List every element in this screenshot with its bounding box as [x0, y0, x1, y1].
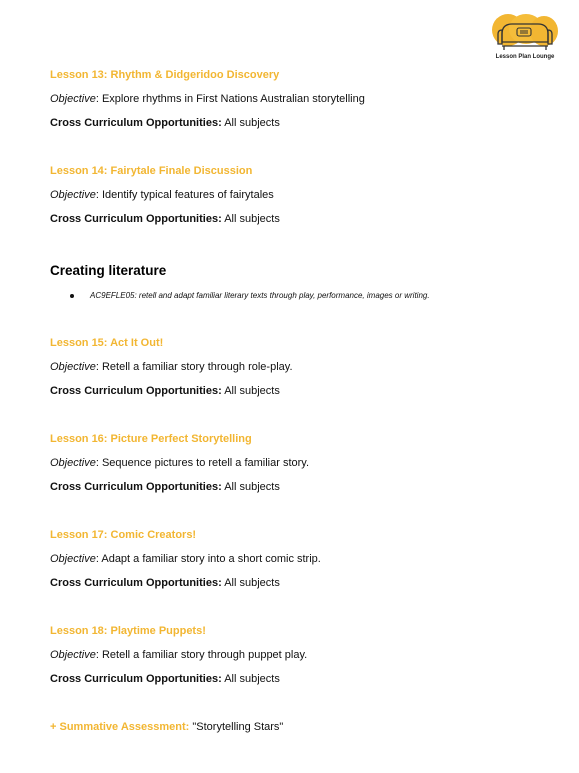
lesson-17-cross-curriculum	[50, 576, 280, 590]
lesson-14-cross-curriculum	[50, 212, 280, 226]
objective-label: Objective	[50, 189, 96, 201]
objective-label: Objective	[50, 553, 96, 565]
lesson-16-title: Lesson 16: Picture Perfect Storytelling	[50, 433, 252, 445]
assessment-label: + Summative Assessment	[50, 721, 186, 733]
lesson-16-cross-curriculum	[50, 480, 280, 494]
lesson-17-objective	[50, 552, 321, 566]
cross-curriculum-value: All subjects	[221, 481, 280, 493]
lesson-15-title: Lesson 15: Act It Out!	[50, 337, 164, 349]
section-heading: Creating literature	[50, 263, 167, 278]
objective-text: : Adapt a familiar story into a short comic strip.	[95, 553, 321, 565]
bullet-dot	[70, 294, 74, 298]
objective-label: Objective	[50, 93, 96, 105]
lesson-13-cross-curriculum	[50, 116, 280, 130]
assessment-separator: :	[185, 721, 193, 733]
cross-curriculum-label: Cross Curriculum Opportunities:	[50, 213, 222, 225]
objective-text: : Explore rhythms in First Nations Australian storytelling	[95, 93, 365, 105]
cross-curriculum-value: All subjects	[221, 385, 280, 397]
cross-curriculum-label: Cross Curriculum Opportunities:	[50, 481, 222, 493]
cross-curriculum-label: Cross Curriculum Opportunities:	[50, 117, 222, 129]
objective-label: Objective	[50, 457, 96, 469]
cross-curriculum-value: All subjects	[221, 213, 280, 225]
cross-curriculum-value: All subjects	[221, 117, 280, 129]
lesson-14-objective	[50, 188, 274, 202]
cross-curriculum-label: Cross Curriculum Opportunities:	[50, 385, 222, 397]
cross-curriculum-label: Cross Curriculum Opportunities:	[50, 577, 222, 589]
bullet-text: AC9EFLE05: retell and adapt familiar literary texts through play, performance, images or writing.	[90, 291, 430, 300]
objective-label: Objective	[50, 361, 96, 373]
lesson-18-title: Lesson 18: Playtime Puppets!	[50, 625, 206, 637]
lesson-13-title: Lesson 13: Rhythm & Didgeridoo Discovery	[50, 69, 280, 81]
lesson-plan-lounge-logo	[490, 12, 560, 67]
logo-text: Lesson Plan Lounge	[495, 54, 555, 60]
objective-text: : Retell a familiar story through role-play.	[95, 361, 293, 373]
lesson-18-cross-curriculum	[50, 672, 280, 686]
objective-label: Objective	[50, 649, 96, 661]
assessment-value: "Storytelling Stars"	[192, 721, 284, 733]
objective-text: : Retell a familiar story through puppet play.	[95, 649, 308, 661]
lesson-17-title: Lesson 17: Comic Creators!	[50, 529, 197, 541]
lesson-16-objective	[50, 456, 309, 470]
lesson-14-title: Lesson 14: Fairytale Finale Discussion	[50, 165, 253, 177]
lesson-18-objective	[50, 648, 307, 662]
cross-curriculum-value: All subjects	[221, 673, 280, 685]
cross-curriculum-label: Cross Curriculum Opportunities:	[50, 673, 222, 685]
lesson-15-cross-curriculum	[50, 384, 280, 398]
cross-curriculum-value: All subjects	[221, 577, 280, 589]
objective-text: : Identify typical features of fairytales	[95, 189, 274, 201]
couch-icon	[490, 12, 560, 52]
lesson-13-objective	[50, 92, 365, 106]
lesson-15-objective	[50, 360, 293, 374]
objective-text: : Sequence pictures to retell a familiar story.	[95, 457, 310, 469]
summative-assessment	[50, 720, 283, 734]
